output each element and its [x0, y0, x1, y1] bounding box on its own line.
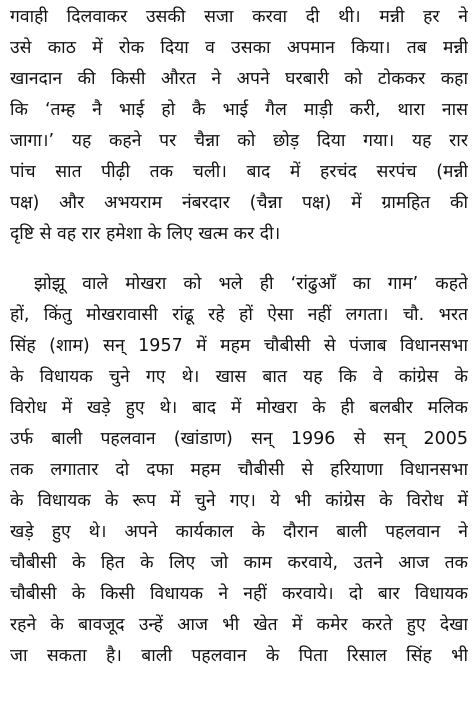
text-line: तक लगातार दो दफा महम चौबीसी से हरियाणा विधानसभा: [10, 460, 468, 480]
paragraph-first-line: झोझू वाले मोखरा को भले ही ‘रांढुआँ का गाम’ कहते: [34, 274, 468, 294]
text-line: उसे काठ में रोक दिया व उसका अपमान किया। तब मन्नी: [10, 38, 468, 58]
text-line: सिंह (शाम) सन् 1957 में महम चौबीसी से पंजाब विधानसभा: [10, 336, 468, 356]
text-line: रहने के बावजूद उन्हें आज भी खेत में कमेर करते हुए देखा: [10, 615, 468, 635]
text-line: पांच सात पीढ़ी तक चली। बाद में हरचंद सरपंच (मन्नी: [10, 162, 468, 182]
text-line: के विधायक के रूप में चुने गए। ये भी कांग्रेस के विरोध में: [10, 491, 468, 511]
text-line: जा सकता है। बाली पहलवान के पिता रिसाल सिंह भी: [10, 646, 468, 666]
text-line: चौबीसी के किसी विधायक ने नहीं करवाये। दो बार विधायक: [10, 584, 468, 604]
text-line: जागा।’ यह कहने पर चैन्ना को छोड़ दिया गया। यह रार: [10, 131, 468, 151]
text-line: हों, किंतु मोखरावासी रांढू रहे हों ऐसा नहीं लगता। चौ. भरत: [10, 305, 468, 325]
text-line: खड़े हुए थे। अपने कार्यकाल के दौरान बाली पहलवान ने: [10, 522, 468, 542]
text-line: गवाही दिलवाकर उसकी सजा करवा दी थी। मन्नी हर ने: [10, 7, 468, 27]
text-line: चौबीसी के हित के लिए जो काम करवाये, उतने आज तक: [10, 553, 468, 573]
text-line: के विधायक चुने गए थे। खास बात यह कि वे कांग्रेस के: [10, 367, 468, 387]
text-line: पक्ष) और अभयराम नंबरदार (चैन्ना पक्ष) में ग्रामहित की: [10, 193, 468, 213]
text-line: उर्फ बाली पहलवान (खांडाण) सन् 1996 से सन् 2005: [10, 429, 468, 449]
text-line: खानदान की किसी औरत ने अपने घरबारी को टोककर कहा: [10, 69, 468, 89]
text-line: दृष्टि से वह रार हमेशा के लिए खत्म कर दी।: [10, 224, 281, 244]
text-line: विरोध में खड़े हुए थे। बाद में मोखरा के ही बलबीर मलिक: [10, 398, 468, 418]
text-line: कि ‘तम्ह नै भाई हो कै भाई गैल माड़ी करी, थारा नास: [10, 100, 468, 120]
